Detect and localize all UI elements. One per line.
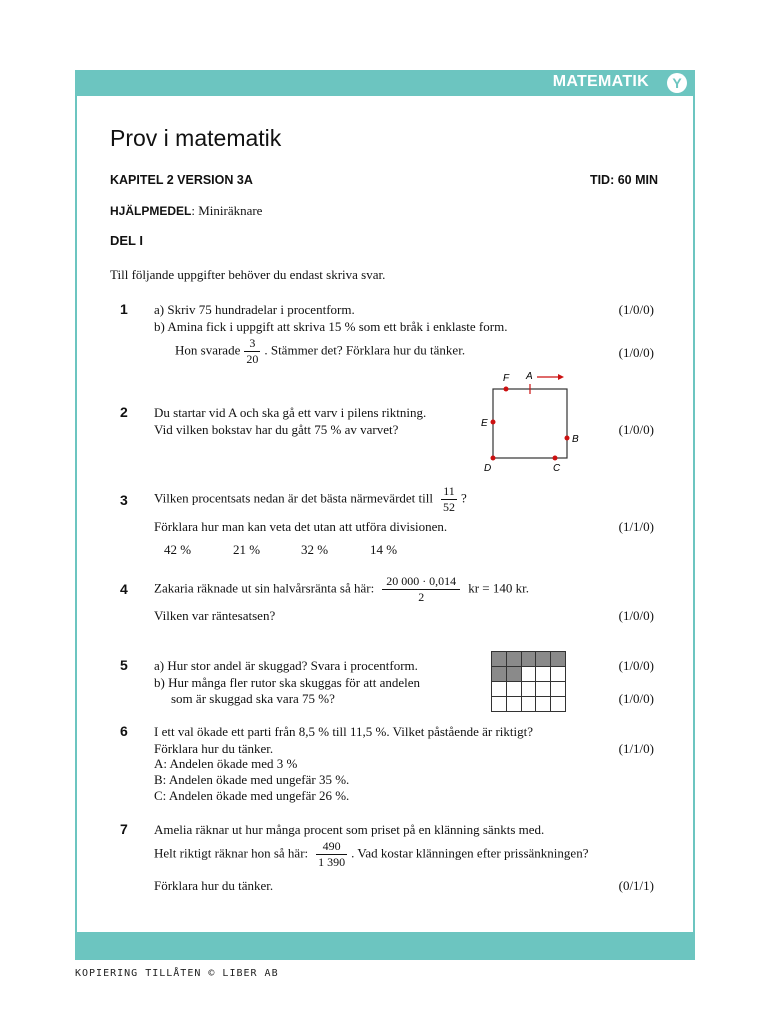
grid-cell xyxy=(492,697,507,712)
subject-label: MATEMATIK xyxy=(552,73,649,90)
q7-line2-pre: Helt riktigt räknar hon så här: xyxy=(154,845,309,861)
grid-cell xyxy=(536,652,551,667)
q1-a-points: (1/0/0) xyxy=(618,302,654,317)
q3-fraction xyxy=(441,484,457,515)
grid-cell xyxy=(536,697,551,712)
q4-line1-text: Zakaria räknade ut sin halvårsränta så här: xyxy=(154,580,375,596)
q3-fraction-num: 11 xyxy=(441,484,457,500)
q7-fraction xyxy=(316,839,347,870)
q3-qmark: ? xyxy=(460,490,467,506)
q7-line2-post: . Vad kostar klänningen efter prissänkningen? xyxy=(351,845,589,861)
grid-cell xyxy=(521,682,536,697)
aids-value: : Miniräknare xyxy=(191,203,263,218)
q5-b-points: (1/0/0) xyxy=(618,691,654,706)
grid-cell xyxy=(551,682,566,697)
q4-fraction xyxy=(382,574,460,605)
question-number-2: 2 xyxy=(120,404,128,420)
grid-cell xyxy=(521,697,536,712)
q1-part-a: a) Skriv 75 hundradelar i procentform. xyxy=(154,302,355,317)
q2-line1: Du startar vid A och ska gå ett varv i pilens riktning. xyxy=(154,405,427,420)
q1-fraction xyxy=(244,336,260,367)
question-number-1: 1 xyxy=(120,301,128,317)
grid-cell xyxy=(521,652,536,667)
copyright-footer: KOPIERING TILLÅTEN © LIBER AB xyxy=(75,968,279,979)
q3-points: (1/1/0) xyxy=(618,519,654,534)
q1-fraction-den: 20 xyxy=(246,352,259,366)
question-number-5: 5 xyxy=(120,657,128,673)
q6-option-c: C: Andelen ökade med ungefär 26 %. xyxy=(154,788,350,803)
q4-fraction-den: 2 xyxy=(418,590,425,604)
section-heading: DEL I xyxy=(110,233,143,248)
q5-part-b: b) Hur många fler rutor ska skuggas för att andelen xyxy=(154,675,421,690)
label-a: A xyxy=(526,371,533,382)
q7-fraction-den: 1 390 xyxy=(318,855,346,869)
grid-cell xyxy=(506,667,521,682)
q3-line1-text: Vilken procentsats nedan är det bästa närmevärdet till xyxy=(154,490,433,506)
grid-cell xyxy=(536,682,551,697)
intro-text: Till följande uppgifter behöver du endast skriva svar. xyxy=(110,267,386,282)
q5-part-a: a) Hur stor andel är skuggad? Svara i procentform. xyxy=(154,658,418,673)
time-label: TID: 60 MIN xyxy=(589,173,658,187)
square-outline xyxy=(493,389,567,458)
question-number-3: 3 xyxy=(120,492,128,508)
q6-points: (1/1/0) xyxy=(618,741,654,756)
grid-cell xyxy=(551,652,566,667)
grid-cell xyxy=(506,697,521,712)
point-f xyxy=(504,387,509,392)
header-bar xyxy=(75,70,695,96)
grid-cell xyxy=(521,667,536,682)
q3-fraction-den: 52 xyxy=(442,500,455,514)
q3-line1 xyxy=(154,484,467,515)
label-e: E xyxy=(481,418,488,429)
q3-option-1: 42 % xyxy=(164,542,192,557)
direction-arrow-head xyxy=(558,374,564,380)
q6-line2: Förklara hur du tänker. xyxy=(154,741,274,756)
shaded-grid xyxy=(491,651,566,712)
q4-line2: Vilken var räntesatsen? xyxy=(154,608,276,623)
question-number-4: 4 xyxy=(120,581,128,597)
label-f: F xyxy=(503,373,510,384)
page-title: Prov i matematik xyxy=(110,125,282,151)
square-path-diagram xyxy=(475,365,585,477)
grid-cell xyxy=(492,682,507,697)
q7-points: (0/1/1) xyxy=(618,878,654,893)
q6-option-a: A: Andelen ökade med 3 % xyxy=(154,756,298,771)
q1-part-b-line2 xyxy=(175,336,465,367)
q3-option-2: 21 % xyxy=(233,542,261,557)
point-e xyxy=(491,420,496,425)
q2-line2: Vid vilken bokstav har du gått 75 % av varvet? xyxy=(154,422,399,437)
q4-post: kr = 140 kr. xyxy=(468,580,529,596)
grid-cell xyxy=(506,652,521,667)
grid-cell xyxy=(492,652,507,667)
q3-option-4: 14 % xyxy=(370,542,398,557)
point-c xyxy=(553,456,558,461)
q3-option-3: 32 % xyxy=(301,542,329,557)
grid-cell xyxy=(551,697,566,712)
grid-cell xyxy=(506,682,521,697)
q6-line1: I ett val ökade ett parti från 8,5 % till 11,5 %. Vilket påstående är riktigt? xyxy=(154,724,533,739)
publisher-logo-icon: Y xyxy=(667,73,687,93)
q3-line2: Förklara hur man kan veta det utan att utföra divisionen. xyxy=(154,519,448,534)
chapter-label: KAPITEL 2 VERSION 3A xyxy=(110,173,253,187)
point-d xyxy=(491,456,496,461)
label-d: D xyxy=(484,463,492,474)
label-b: B xyxy=(572,434,579,445)
q1-b-points: (1/0/0) xyxy=(618,345,654,360)
q1-part-b: b) Amina fick i uppgift att skriva 15 % som ett bråk i enklaste form. xyxy=(154,319,508,334)
q7-fraction-num: 490 xyxy=(316,839,347,855)
aids-line xyxy=(110,203,262,219)
q7-line3: Förklara hur du tänker. xyxy=(154,878,274,893)
grid-cell xyxy=(551,667,566,682)
q1-b-post: . Stämmer det? Förklara hur du tänker. xyxy=(264,342,466,358)
q1-fraction-num: 3 xyxy=(244,336,260,352)
question-number-7: 7 xyxy=(120,821,128,837)
q5-a-points: (1/0/0) xyxy=(618,658,654,673)
q1-b-pre: Hon svarade xyxy=(175,342,241,358)
grid-cell xyxy=(492,667,507,682)
q4-points: (1/0/0) xyxy=(618,608,654,623)
q2-points: (1/0/0) xyxy=(618,422,654,437)
q4-fraction-num: 20 000 · 0,014 xyxy=(382,574,460,590)
grid-cell xyxy=(536,667,551,682)
q7-line2 xyxy=(154,839,588,870)
q5-part-b-line2: som är skuggad ska vara 75 %? xyxy=(171,691,335,706)
footer-bar xyxy=(75,932,695,960)
label-c: C xyxy=(553,463,561,474)
point-b xyxy=(565,436,570,441)
aids-label: HJÄLPMEDEL xyxy=(110,204,192,218)
q6-option-b: B: Andelen ökade med ungefär 35 %. xyxy=(154,772,350,787)
q4-line1 xyxy=(154,574,529,605)
q7-line1: Amelia räknar ut hur många procent som priset på en klänning sänkts med. xyxy=(154,822,545,837)
question-number-6: 6 xyxy=(120,723,128,739)
